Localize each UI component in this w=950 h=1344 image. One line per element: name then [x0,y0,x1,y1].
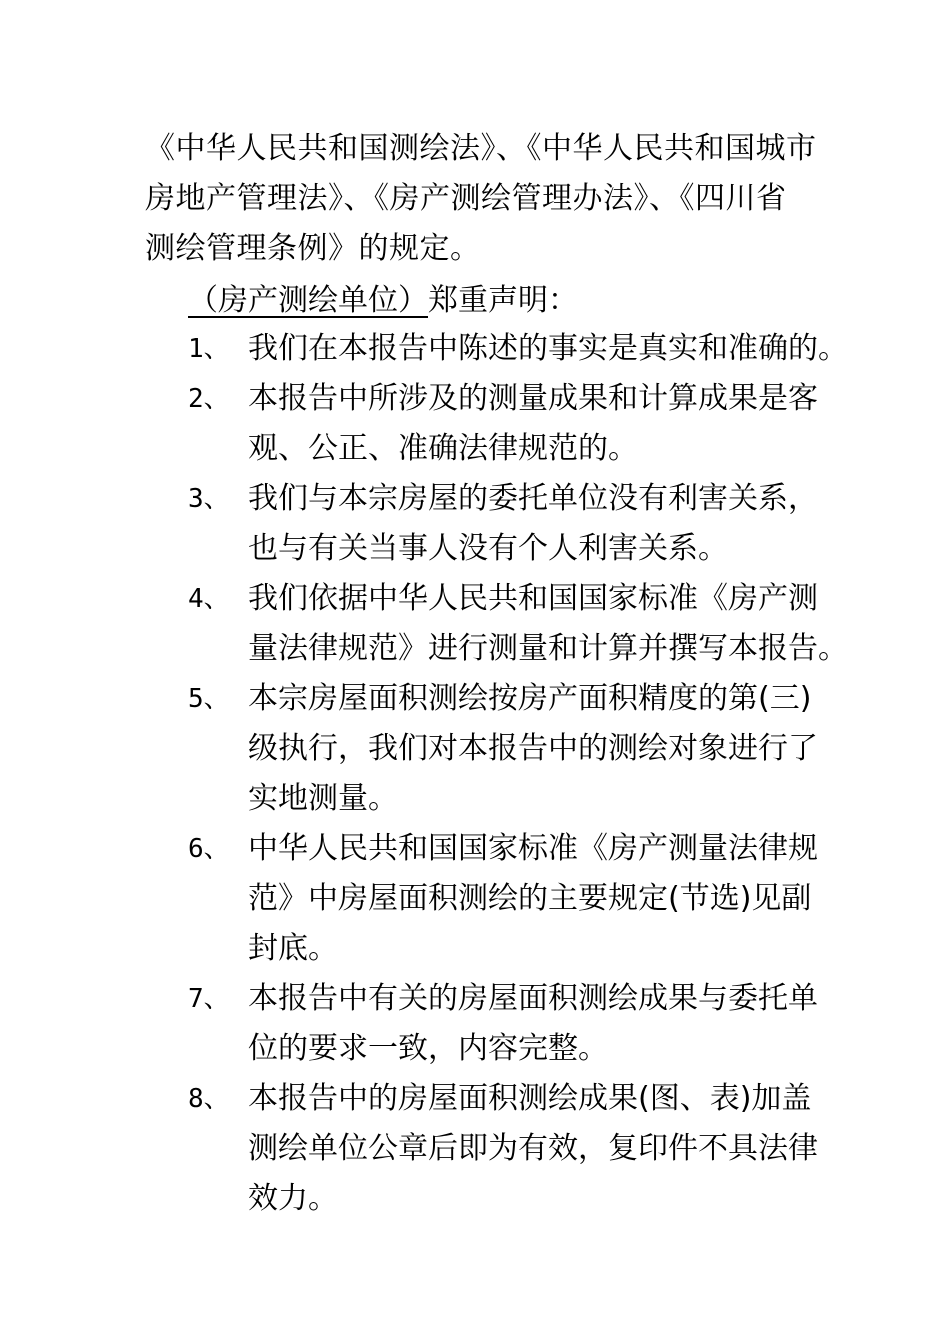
intro-paragraph [145,124,815,274]
item-number: 4、 [188,584,230,614]
item-text-line: 也与有关当事人没有个人利害关系。 [248,531,728,566]
item-text-line: 本宗房屋面积测绘按房产面积精度的第(三) [248,681,812,716]
item-number: 2、 [188,384,230,414]
item-text-line: 观、公正、准确法律规范的。 [248,431,638,466]
list-item [188,674,828,824]
item-text-line: 级执行，我们对本报告中的测绘对象进行了 [248,731,818,766]
list-item [188,574,848,674]
surveying-unit-placeholder: （房产测绘单位） [188,283,428,318]
item-text-line: 本报告中有关的房屋面积测绘成果与委托单 [248,981,818,1016]
item-text-line: 我们依据中华人民共和国国家标准《房产测 [248,581,818,616]
list-item [188,1074,828,1224]
item-text-line: 测绘单位公章后即为有效，复印件不具法律 [248,1131,818,1166]
item-number: 3、 [188,484,230,514]
item-text-line: 我们与本宗房屋的委托单位没有利害关系， [248,481,818,516]
list-item [188,374,828,474]
item-text-line: 本报告中的房屋面积测绘成果(图、表)加盖 [248,1081,812,1116]
item-number: 1、 [188,334,230,364]
item-text-line: 本报告中所涉及的测量成果和计算成果是客 [248,381,818,416]
declaration-list [188,324,848,1224]
item-text-line: 范》中房屋面积测绘的主要规定(节选)见副 [248,881,812,916]
item-text-line: 封底。 [248,931,338,966]
item-text-line: 量法律规范》进行测量和计算并撰写本报告。 [248,631,848,666]
intro-line: 测绘管理条例》的规定。 [145,231,481,266]
item-text-line: 中华人民共和国国家标准《房产测量法律规 [248,831,818,866]
intro-line: 房地产管理法》、《房产测绘管理办法》、《四川省 [145,181,787,216]
item-number: 8、 [188,1084,230,1114]
item-number: 7、 [188,984,230,1014]
declaration-heading [188,276,578,326]
item-number: 6、 [188,834,230,864]
list-item [188,824,828,974]
item-text-line: 效力。 [248,1181,338,1216]
item-number: 5、 [188,684,230,714]
item-text-line: 我们在本报告中陈述的事实是真实和准确的。 [248,331,848,366]
list-item [188,974,828,1074]
item-text-line: 实地测量。 [248,781,398,816]
declaration-text: 郑重声明： [428,283,578,318]
list-item [188,474,828,574]
item-text-line: 位的要求一致，内容完整。 [248,1031,608,1066]
list-item [188,324,848,374]
intro-line: 《中华人民共和国测绘法》、《中华人民共和国城市 [145,131,817,166]
